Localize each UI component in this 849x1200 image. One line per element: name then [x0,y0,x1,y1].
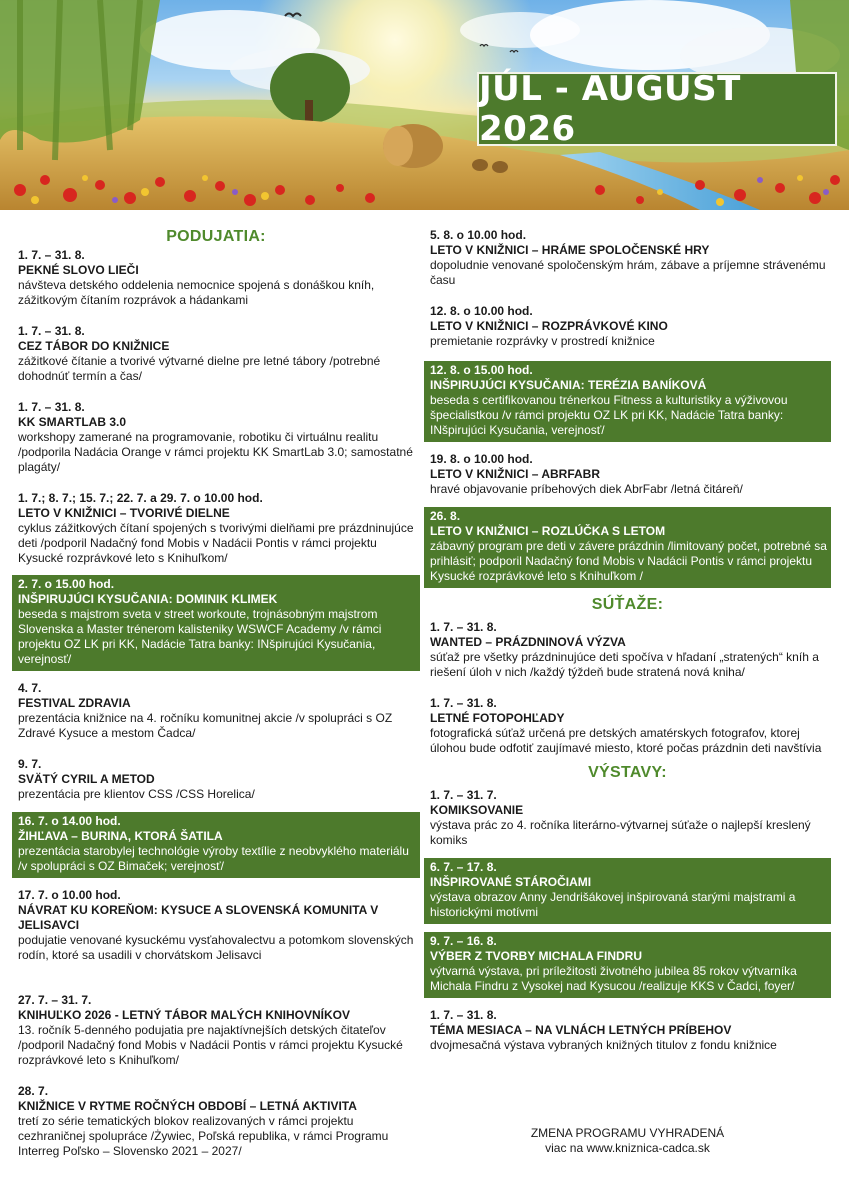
event-description: workshopy zamerané na programovanie, robotiku či virtuálnu realitu /podporila Nadácia Orange v rámci projektu KK SmartLab 3.0; samostatné plagáty/ [18,430,413,474]
event-description: zážitkové čítanie a tvorivé výtvarné dielne pre letné tábory /potrebné dohodnúť termín a čas/ [18,354,381,383]
page-title: JÚL - AUGUST 2026 [479,69,741,149]
exhibition-title: KOMIKSOVANIE [430,803,524,817]
event-description: 13. ročník 5-denného podujatia pre najaktívnejších detských čitateľov /podporil Nadačný fond Mobis v Nadácii Pontis v rámci projektu Kysucké rozprávkové leto s Knihuľkom/ [18,1023,403,1067]
right-column [424,228,831,1053]
exhibition-date: 1. 7. – 31. 7. [430,788,497,802]
event-date: 1. 7. – 31. 8. [18,324,85,338]
event-date: 28. 7. [18,1084,49,1098]
event-description: tretí zo série tematických blokov realizovaných v rámci projektu cezhraničnej spolupráce /Żywiec, Poľská republika, v rámci Programu Interreg Poľsko – Slovensko 2021 – 2027/ [18,1114,389,1158]
exhibition-description: výstava prác zo 4. ročníka literárno-výtvarnej súťaže o najlepší kreslený komiks [430,818,811,847]
event-date: 1. 7.; 8. 7.; 15. 7.; 22. 7. a 29. 7. o 10.00 hod. [18,491,263,505]
contest-item [424,620,831,680]
event-title: CEZ TÁBOR DO KNIŽNICE [18,339,170,353]
event-date: 1. 7. – 31. 8. [18,400,85,414]
event-item [12,1084,420,1159]
exhibition-item-highlighted [424,858,831,924]
event-item-highlighted [12,575,420,671]
event-item [12,491,420,566]
event-item-highlighted [424,507,831,588]
event-date: 1. 7. – 31. 8. [18,248,85,262]
event-description: cyklus zážitkových čítaní spojených s tvorivými dielňami pre prázdninujúce deti /podporil Nadačný fond Mobis v Nadácii Pontis v rámci projektu Kysucké rozprávkové leto s Knihuľkom/ [18,521,414,565]
event-item-highlighted [424,361,831,442]
exhibition-item [424,1008,831,1053]
event-item [12,993,420,1068]
event-description: beseda s certifikovanou trénerkou Fitness a kulturistiky a výživovou špecialistkou /v rámci projektu OZ LK pri KK, Nadácie Tatra banky: INšpirujúci Kysučania, verejnosť/ [430,393,788,437]
left-column [12,228,420,1159]
event-description: beseda s majstrom sveta v street workoute, trojnásobným majstrom Slovenska a Master trénerom kalisteniky WSWCF Academy /v rámci projektu OZ LK pri KK, Nadácie Tatra banky: INšpirujúci Kysučania, verejnosť/ [18,607,382,666]
exhibition-item-highlighted [424,932,831,998]
event-description: prezentácia starobylej technológie výroby textílie z neobvyklého materiálu /v spolupráci s OZ Bimaček; verejnosť/ [18,844,409,873]
exhibition-description: dvojmesačná výstava vybraných knižných titulov z fondu knižnice [430,1038,777,1052]
contest-item [424,696,831,756]
event-item [12,888,420,963]
contest-title: WANTED – PRÁZDNINOVÁ VÝZVA [430,635,626,649]
event-item [12,248,420,308]
exhibition-date: 9. 7. – 16. 8. [430,934,497,948]
event-title: LETO V KNIŽNICI – ROZLÚČKA S LETOM [430,524,666,538]
event-title: SVÄTÝ CYRIL A METOD [18,772,155,786]
contest-description: fotografická súťaž určená pre detských amatérskych fotografov, ktorej úlohou bude odfotiť zaujímavé miesto, ktoré počas prázdnin deti navštívia [430,726,822,755]
exhibition-description: výstava obrazov Anny Jendrišákovej inšpirovaná starými majstrami a historickými motívmi [430,890,796,919]
event-title: LETO V KNIŽNICI – ROZPRÁVKOVÉ KINO [430,319,668,333]
event-title: NÁVRAT KU KOREŇOM: KYSUCE A SLOVENSKÁ KOMUNITA V JELISAVCI [18,903,379,932]
event-item [12,324,420,384]
contest-date: 1. 7. – 31. 8. [430,620,497,634]
event-description: podujatie venované kysuckému vysťahovalectvu a potomkom slovenských rodín, ktoré sa usadili v chorvátskom Jelisavci [18,933,414,962]
event-date: 12. 8. o 10.00 hod. [430,304,533,318]
contest-title: LETNÉ FOTOPOHĽADY [430,711,565,725]
event-title: KNIŽNICE V RYTME ROČNÝCH OBDOBÍ – LETNÁ AKTIVITA [18,1099,357,1113]
event-description: prezentácia knižnice na 4. ročníku komunitnej akcie /v spolupráci s OZ Zdravé Kysuce a mestom Čadca/ [18,711,393,740]
event-item [12,681,420,741]
event-date: 12. 8. o 15.00 hod. [430,363,533,377]
contest-date: 1. 7. – 31. 8. [430,696,497,710]
event-title: KNIHUĽKO 2026 - LETNÝ TÁBOR MALÝCH KNIHOVNÍKOV [18,1008,351,1022]
exhibition-item [424,788,831,848]
exhibition-title: VÝBER Z TVORBY MICHALA FINDRU [430,949,643,963]
event-date: 17. 7. o 10.00 hod. [18,888,121,902]
event-item [12,757,420,802]
event-date: 26. 8. [430,509,461,523]
website-link[interactable]: viac na www.kniznica-cadca.sk [545,1141,710,1155]
event-description: premietanie rozprávky v prostredí knižnice [430,334,655,348]
footer [424,1126,831,1156]
event-item [424,304,831,349]
section-heading-vystavy: VÝSTAVY: [588,764,667,781]
event-date: 19. 8. o 10.00 hod. [430,452,533,466]
exhibition-title: TÉMA MESIACA – NA VLNÁCH LETNÝCH PRÍBEHOV [430,1023,732,1037]
exhibition-date: 1. 7. – 31. 8. [430,1008,497,1022]
event-description: zábavný program pre deti v závere prázdnin /limitovaný počet, potrebné sa prihlásiť; podporil Nadačný fond Mobis v Nadácii Pontis v rámci projektu Kysucké rozprávkové leto s Knihuľkom / [430,539,827,583]
event-date: 27. 7. – 31. 7. [18,993,92,1007]
event-title: FESTIVAL ZDRAVIA [18,696,131,710]
event-title: LETO V KNIŽNICI – ABRFABR [430,467,601,481]
page-title-box [477,69,837,149]
event-item [12,400,420,475]
event-title: LETO V KNIŽNICI – TVORIVÉ DIELNE [18,506,230,520]
event-date: 9. 7. [18,757,42,771]
section-heading-sutaze: SÚŤAŽE: [591,596,664,613]
event-description: prezentácia pre klientov CSS /CSS Horelica/ [18,787,255,801]
exhibition-title: INŠPIROVANÉ STÁROČIAMI [430,875,592,889]
event-title: KK SMARTLAB 3.0 [18,415,127,429]
section-heading-podujatia: PODUJATIA: [166,228,266,245]
exhibition-date: 6. 7. – 17. 8. [430,860,497,874]
program-change-notice: ZMENA PROGRAMU VYHRADENÁ [530,1126,725,1140]
event-title: INŠPIRUJÚCI KYSUČANIA: TERÉZIA BANÍKOVÁ [430,378,707,392]
event-description: dopoludnie venované spoločenským hrám, zábave a príjemne strávenému času [430,258,826,287]
event-date: 5. 8. o 10.00 hod. [430,228,527,242]
event-description: návšteva detského oddelenia nemocnice spojená s donáškou kníh, zážitkovým čítaním rozprávok a hádankami [18,278,375,307]
event-title: ŽIHĽAVA – BURINA, KTORÁ ŠATILA [18,829,223,843]
event-date: 4. 7. [18,681,42,695]
event-date: 2. 7. o 15.00 hod. [18,577,115,591]
event-item-highlighted [12,812,420,878]
event-description: hravé objavovanie príbehových diek AbrFabr /letná čitáreň/ [430,482,743,496]
contest-description: súťaž pre všetky prázdninujúce deti spočíva v hľadaní „stratených“ kníh a riešení úloh v nich /každý týždeň bude stratená nová kniha/ [430,650,819,679]
event-title: INŠPIRUJÚCI KYSUČANIA: DOMINIK KLIMEK [18,592,278,606]
event-item [424,228,831,288]
exhibition-description: výtvarná výstava, pri príležitosti životného jubilea 85 rokov výtvarníka Michala Findru z Vysokej nad Kysucou /realizuje KKS v Čadci, foyer/ [430,964,797,993]
event-date: 16. 7. o 14.00 hod. [18,814,121,828]
event-title: PEKNÉ SLOVO LIEČI [18,263,139,277]
header-banner [0,0,849,210]
event-item [424,452,831,497]
event-title: LETO V KNIŽNICI – HRÁME SPOLOČENSKÉ HRY [430,243,710,257]
